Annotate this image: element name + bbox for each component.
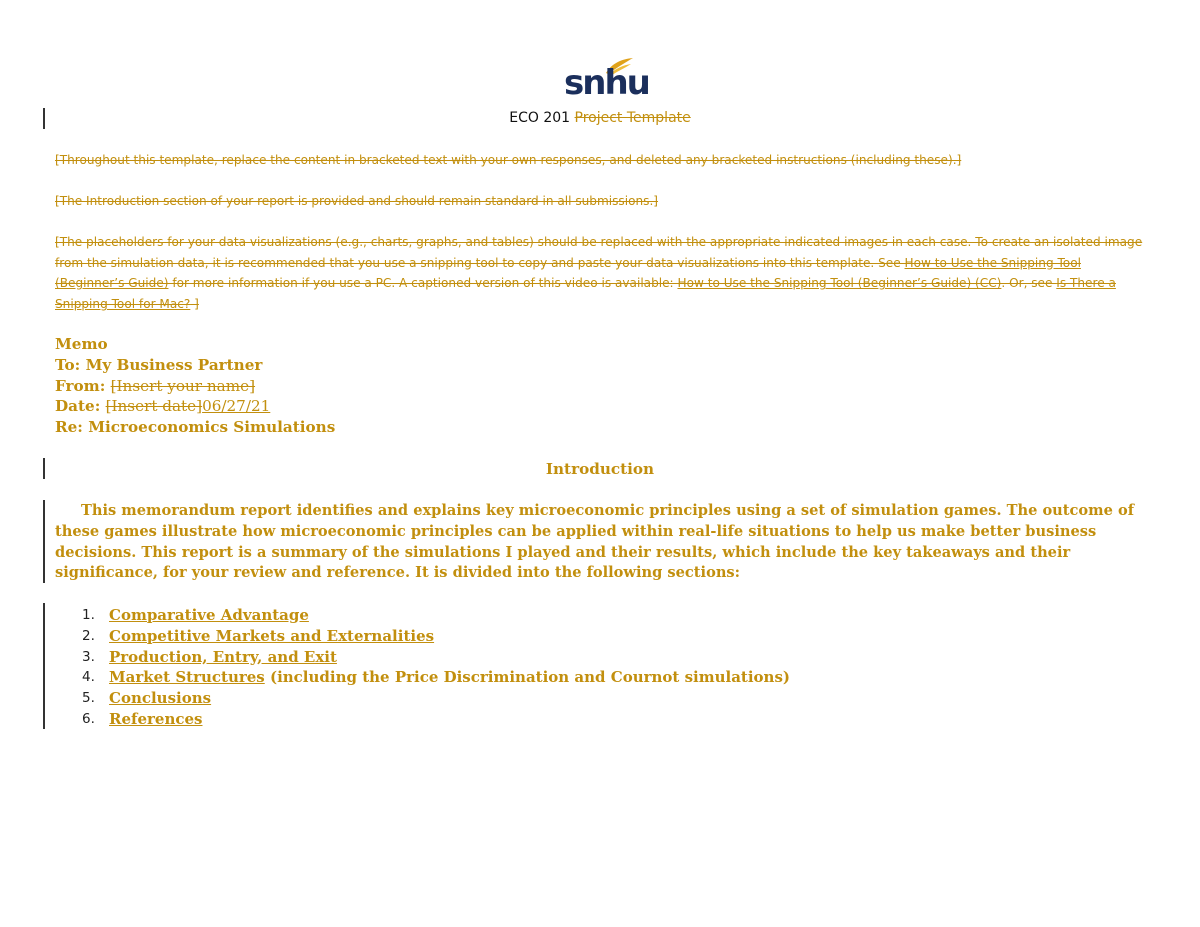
section-link[interactable]: Competitive Markets and Externalities [109, 626, 435, 645]
memo-re-line [55, 417, 335, 438]
memo-from-value: [Insert your name] [110, 376, 256, 395]
section-list [55, 605, 790, 730]
section-list-item [55, 688, 790, 709]
section-list-item [55, 626, 790, 647]
section-number: 5. [82, 690, 95, 707]
mac-snipping-tool-link[interactable]: Is There a Snipping Tool for Mac? [55, 276, 1116, 312]
section-number: 4. [82, 669, 95, 686]
memo-to-value: My Business Partner [85, 355, 263, 374]
section-number: 2. [82, 627, 95, 644]
memo-date-placeholder: [Insert date] [105, 397, 203, 416]
logo-wordmark: snhu [564, 63, 649, 103]
instruction-text: [The placeholders for your data visualizations (e.g., charts, graphs, and tables) should be replaced with the appropriate indicated images in each case. To create an isolated image from the simulation data, it is recommended that you use a snipping tool to copy and paste your data visualizations into this template. See [55, 235, 1143, 270]
section-link[interactable]: Conclusions [109, 689, 212, 708]
section-list-item [55, 667, 790, 688]
section-link[interactable]: Production, Entry, and Exit [109, 647, 337, 666]
snipping-tool-guide-cc-link[interactable]: How to Use the Snipping Tool (Beginner’s Guide) (CC) [677, 276, 1002, 291]
section-number: 3. [82, 648, 95, 665]
memo-to-line [55, 355, 335, 376]
snhu-logo [564, 57, 649, 103]
section-link[interactable]: Market Structures [109, 668, 265, 687]
memo-to-label: To: [55, 355, 81, 374]
instruction-text: ] [190, 297, 199, 312]
instruction-paragraph-3 [55, 232, 1150, 315]
section-link[interactable]: References [109, 709, 203, 728]
memo-re-label: Re: [55, 418, 83, 437]
section-list-item [55, 605, 790, 626]
memo-from-line [55, 376, 335, 397]
section-link[interactable]: Comparative Advantage [109, 606, 309, 624]
instruction-paragraph-2: [The Introduction section of your report is provided and should remain standard in all submissions.] [55, 194, 659, 208]
memo-from-label: From: [55, 376, 106, 395]
instruction-text: for more information if you use a PC. A captioned version of this video is available: [168, 276, 678, 291]
section-list-item [55, 709, 790, 730]
introduction-heading: Introduction [545, 460, 655, 478]
memo-header [55, 334, 335, 438]
introduction-paragraph: This memorandum report identifies and explains key microeconomic principles using a set of simulation games. The outcome of these games illustrate how microeconomic principles can be applied within real-life situations to help us make better business decisions. This report is a summary of the simulations I played and their results, which include the key takeaways and their significance, for your review and reference. It is divided into the following sections: [55, 502, 1134, 582]
document-title [0, 108, 1200, 128]
instruction-text: . Or, see [1001, 276, 1057, 291]
change-bar [43, 603, 45, 729]
title-struck-text: Project Template [574, 110, 691, 126]
section-number: 6. [82, 710, 95, 727]
memo-date-label: Date: [55, 397, 101, 416]
change-bar [43, 500, 45, 583]
section-number: 1. [82, 607, 95, 623]
memo-date-value: 06/27/21 [202, 397, 271, 416]
section-note: (including the Price Discrimination and Cournot simulations) [264, 668, 790, 687]
memo-title: Memo [55, 335, 108, 353]
memo-date-line [55, 396, 335, 417]
course-code: ECO 201 [509, 110, 571, 126]
section-list-item [55, 647, 790, 668]
instruction-paragraph-1: [Throughout this template, replace the content in bracketed text with your own responses, and deleted any bracketed instructions (including these).] [55, 153, 962, 167]
snipping-tool-guide-link[interactable]: How to Use the Snipping Tool (Beginner’s Guide) [55, 255, 1081, 291]
memo-re-value: Microeconomics Simulations [88, 418, 336, 437]
